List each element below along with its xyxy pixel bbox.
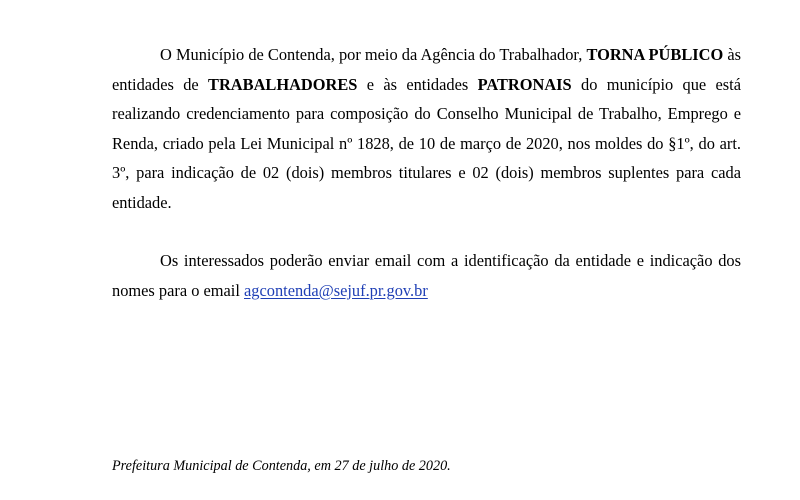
notice-paragraph [112, 40, 741, 217]
bold-phrase-trabalhadores: TRABALHADORES [208, 74, 358, 94]
footer-signature: Prefeitura Municipal de Contenda, em 27 de julho de 2020. [112, 458, 451, 474]
instructions-paragraph [112, 246, 741, 305]
email-link[interactable]: agcontenda@sejuf.pr.gov.br [244, 280, 428, 300]
paragraph-text: às entidades de [112, 45, 741, 94]
paragraph-text: O Município de Contenda, por meio da Agência do Trabalhador, [160, 45, 587, 64]
paragraph-text: do município que está realizando credenciamento para composição do Conselho Municipal de Trabalho, Emprego e Renda, criado pela Lei Municipal nº 1828, de 10 de março de 2020, nos moldes do §1º, do art. 3º, para indicação de 02 (dois) membros titulares e 02 (dois) membros suplentes para cada entidade. [112, 74, 741, 212]
document-body [112, 40, 741, 305]
paragraph-text: e às entidades [357, 74, 478, 94]
bold-phrase-torna-publico: TORNA PÚBLICO [586, 45, 724, 64]
bold-phrase-patronais: PATRONAIS [477, 74, 572, 94]
paragraph-text: Os interessados poderão enviar email com a identificação da entidade e indicação dos nomes para o email [112, 251, 741, 300]
